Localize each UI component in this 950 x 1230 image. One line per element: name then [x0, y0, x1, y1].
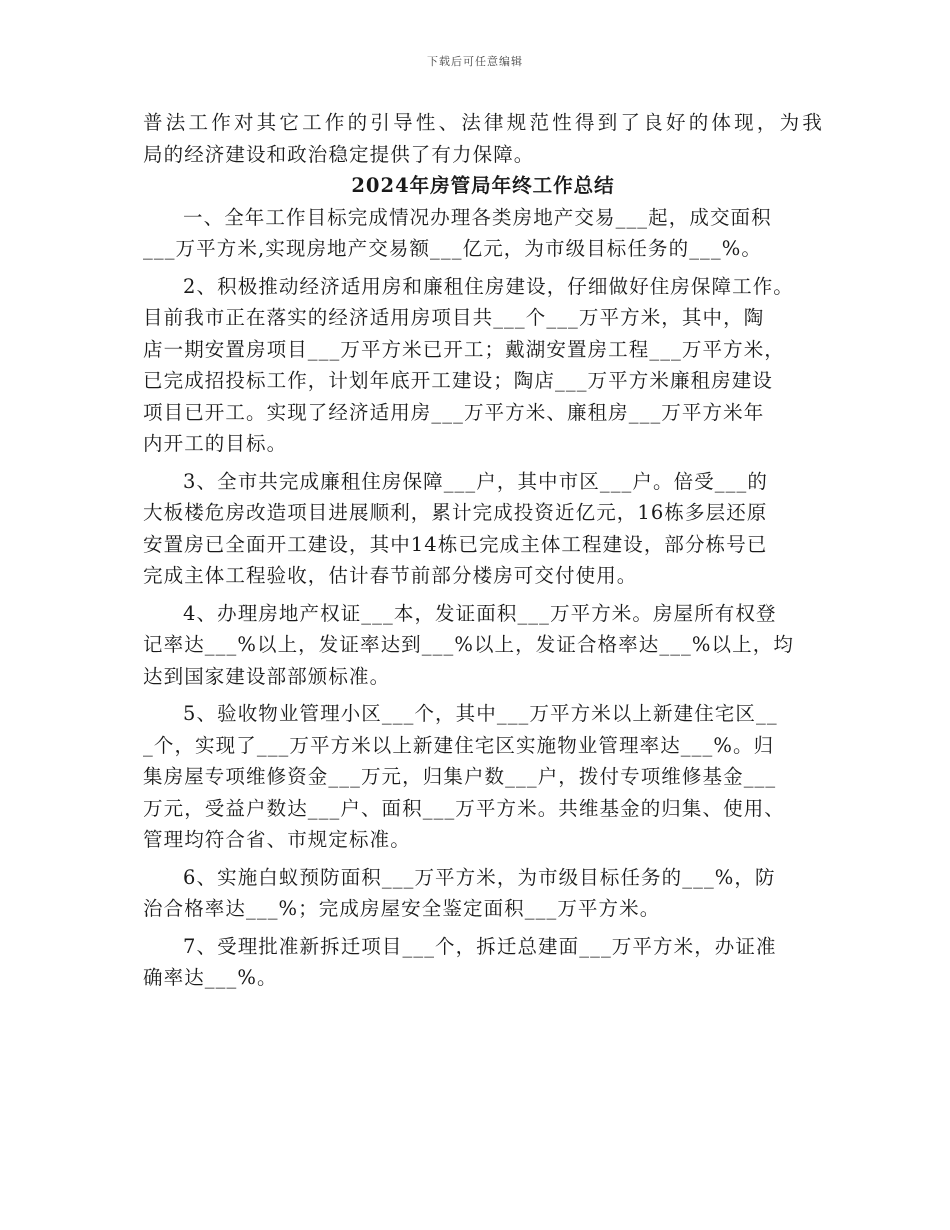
paragraph-3 — [143, 466, 823, 592]
paragraph-line: 6、实施白蚁预防面积___万平方米，为市级目标任务的___%，防 — [183, 865, 776, 889]
paragraph-line: 目前我市正在落实的经济适用房项目共___个___万平方米，其中，陶 — [143, 306, 765, 329]
paragraph-line: ___万平方米,实现房地产交易额___亿元，为市级目标任务的___%。 — [143, 237, 762, 260]
paragraph-line: 局的经济建设和政治稳定提供了有力保障。 — [143, 142, 535, 166]
paragraph-line: 大板楼危房改造项目进展顺利，累计完成投资近亿元，16栋多层还原 — [143, 501, 768, 524]
paragraph-line: 7、受理批准新拆迁项目___个，拆迁总建面___万平方米，办证准 — [183, 934, 777, 958]
paragraph-line: 4、办理房地产权证___本，发证面积___万平方米。房屋所有权登 — [183, 601, 777, 625]
paragraph-line: 安置房已全面开工建设，其中14栋已完成主体工程建设，部分栋号已 — [143, 532, 768, 556]
document-body — [143, 107, 823, 994]
paragraph-line: 治合格率达___%；完成房屋安全鉴定面积___万平方米。 — [143, 897, 661, 920]
document-title: 2024年房管局年终工作总结 — [351, 174, 615, 197]
paragraph-line: 5、验收物业管理小区___个，其中___万平方米以上新建住宅区__ — [183, 702, 778, 725]
paragraph-line: 集房屋专项维修资金___万元，归集户数___户，拨付专项维修基金___ — [143, 765, 777, 788]
lead-paragraph — [143, 107, 823, 170]
paragraph-2 — [143, 271, 823, 460]
paragraph-line: 2、积极推动经济适用房和廉租住房建设，仔细做好住房保障工作。 — [183, 274, 794, 298]
paragraph-line: 项目已开工。实现了经济适用房___万平方米、廉租房___万平方米年 — [143, 400, 765, 424]
paragraph-1 — [143, 202, 823, 265]
paragraph-7 — [143, 931, 823, 994]
paragraph-4 — [143, 598, 823, 693]
paragraph-line: 普法工作对其它工作的引导性、法律规范性得到了良好的体现，为我 — [143, 111, 823, 134]
paragraph-line: 确率达___%。 — [143, 966, 278, 989]
page-header: 下载后可任意编辑 — [427, 55, 523, 68]
paragraph-line: 完成主体工程验收，估计春节前部分楼房可交付使用。 — [143, 564, 638, 587]
paragraph-line: 已完成招投标工作，计划年底开工建设；陶店___万平方米廉租房建设 — [143, 369, 773, 392]
paragraph-line: 店一期安置房项目___万平方米已开工；戴湖安置房工程___万平方米， — [143, 337, 785, 361]
paragraph-6 — [143, 862, 823, 925]
paragraph-line: _个，实现了___万平方米以上新建住宅区实施物业管理率达___%。归 — [143, 733, 775, 757]
paragraph-line: 管理均符合省、市规定标准。 — [143, 828, 411, 851]
paragraph-5 — [143, 698, 823, 856]
paragraph-line: 一、全年工作目标完成情况办理各类房地产交易___起，成交面积 — [183, 205, 772, 229]
paragraph-line: 万元，受益户数达___户、面积___万平方米。共维基金的归集、使用、 — [143, 796, 785, 820]
paragraph-line: 3、全市共完成廉租住房保障___户，其中市区___户。倍受___的 — [183, 469, 768, 493]
paragraph-line: 内开工的目标。 — [143, 432, 288, 455]
paragraph-line: 记率达___%以上，发证率达到___%以上，发证合格率达___%以上，均 — [143, 633, 794, 656]
paragraph-line: 达到国家建设部部颁标准。 — [143, 664, 391, 688]
